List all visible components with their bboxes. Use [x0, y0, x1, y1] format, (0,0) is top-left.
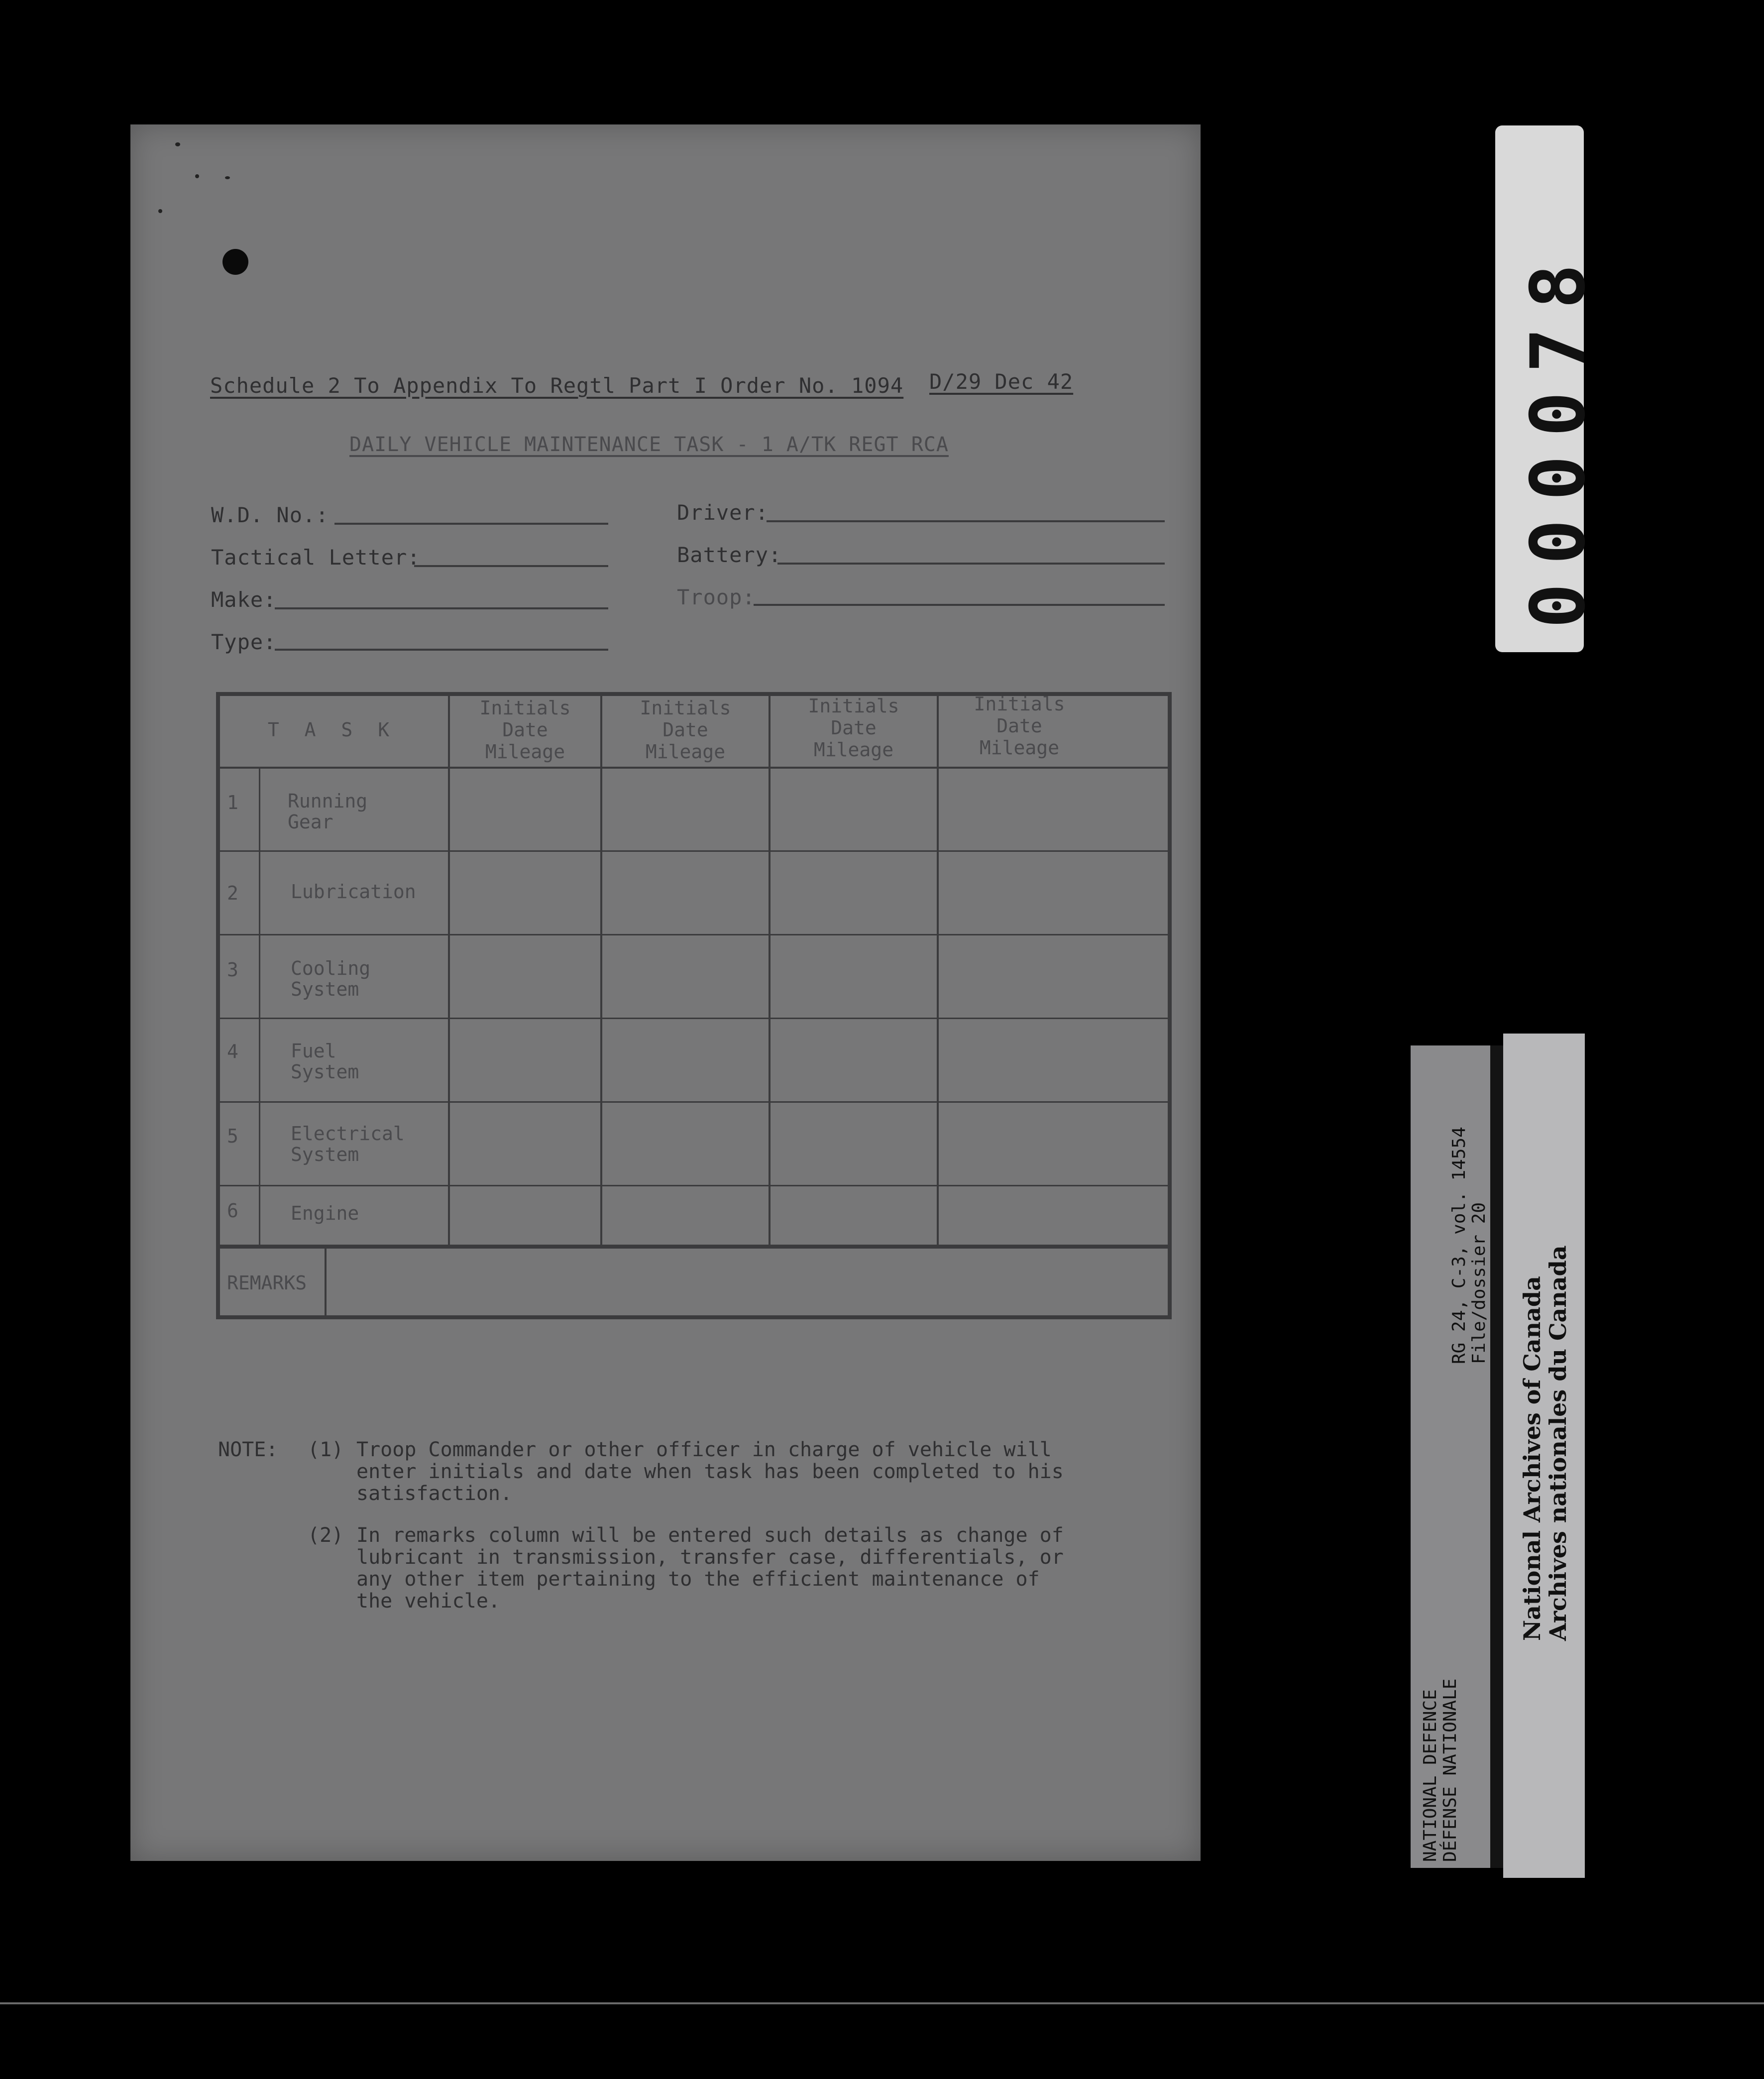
- schedule-header: Schedule 2 To Appendix To Regtl Part I Order No. 1094: [210, 373, 904, 398]
- field-make: Make:: [211, 587, 277, 612]
- field-tactical-letter-blank: [414, 565, 608, 567]
- frame-number-strip: [1495, 125, 1602, 652]
- table-border-right: [1168, 692, 1172, 1319]
- task-electrical-system: Electrical System: [291, 1123, 405, 1165]
- table-num-divider: [259, 767, 260, 1247]
- column-header-3: Initials Date Mileage: [808, 695, 899, 761]
- row-number: 3: [227, 959, 238, 981]
- speck: [175, 142, 180, 146]
- table-border-bottom: [216, 1315, 1172, 1319]
- table-col-divider: [937, 692, 939, 1247]
- column-header-2: Initials Date Mileage: [640, 697, 731, 763]
- label-separator: [1490, 1045, 1503, 1868]
- row-number: 1: [227, 792, 238, 813]
- task-lubrication: Lubrication: [291, 881, 416, 903]
- field-type-blank: [275, 649, 608, 651]
- document-date: D/29 Dec 42: [929, 369, 1074, 394]
- field-battery: Battery:: [677, 543, 782, 567]
- task-cooling-system: Cooling System: [291, 957, 371, 1000]
- table-row-rule: [216, 850, 1172, 852]
- field-driver: Driver:: [677, 500, 769, 525]
- note-1-marker: (1): [308, 1438, 344, 1461]
- field-troop-blank: [754, 604, 1165, 606]
- field-troop: Troop:: [677, 585, 756, 609]
- speck: [195, 174, 199, 178]
- reference-text: RG 24, C-3, vol. 14554 File/dossier 20: [1449, 1127, 1489, 1364]
- row-number: 5: [227, 1125, 238, 1147]
- table-col-divider: [600, 692, 602, 1247]
- table-remarks-rule: [216, 1245, 1172, 1249]
- archive-label-name: [1503, 1034, 1585, 1878]
- table-col-divider: [769, 692, 771, 1247]
- field-wd-no: W.D. No.:: [211, 503, 329, 527]
- field-make-blank: [275, 607, 608, 609]
- column-header-4: Initials Date Mileage: [974, 693, 1065, 759]
- task-header: T A S K: [267, 719, 397, 741]
- table-col-divider: [448, 692, 450, 1247]
- field-tactical-letter: Tactical Letter:: [211, 545, 421, 570]
- archive-label-reference: [1411, 1045, 1490, 1868]
- field-wd-no-blank: [334, 523, 608, 525]
- field-driver-blank: [767, 520, 1165, 522]
- task-engine: Engine: [291, 1202, 359, 1224]
- note-2-text: In remarks column will be entered such details as change of lubricant in transmission, transfer case, differentials, or any other item pertaining to the efficient maintenance of the vehicle.: [356, 1524, 1064, 1613]
- row-number: 4: [227, 1040, 238, 1062]
- maintenance-table: [216, 692, 1172, 1319]
- department-text: NATIONAL DEFENCE DÉFENSE NATIONALE: [1420, 1678, 1460, 1862]
- table-row-rule: [216, 1018, 1172, 1019]
- table-remarks-divider: [325, 1247, 327, 1319]
- row-number: 2: [227, 882, 238, 904]
- table-border-left: [216, 692, 220, 1319]
- frame-number: 000078: [1515, 245, 1602, 628]
- archive-name-text: National Archives of Canada Archives nationales du Canada: [1519, 1245, 1571, 1641]
- speck: [225, 176, 230, 179]
- field-battery-blank: [777, 563, 1165, 565]
- field-type: Type:: [211, 630, 277, 654]
- column-header-1: Initials Date Mileage: [479, 697, 571, 763]
- note-1-text: Troop Commander or other officer in charge of vehicle will enter initials and date when task has been completed to his satisfaction.: [356, 1438, 1064, 1505]
- punch-hole: [222, 249, 248, 275]
- table-header-rule: [216, 767, 1172, 769]
- film-edge-line: [0, 2002, 1764, 2004]
- note-label: NOTE:: [218, 1438, 278, 1461]
- table-row-rule: [216, 934, 1172, 935]
- remarks-label: REMARKS: [227, 1272, 307, 1294]
- row-number: 6: [227, 1200, 238, 1222]
- note-2-marker: (2): [308, 1524, 344, 1547]
- task-fuel-system: Fuel System: [291, 1040, 359, 1083]
- document-page: [130, 124, 1201, 1861]
- speck: [158, 209, 162, 213]
- task-running-gear: Running Gear: [288, 790, 368, 833]
- document-title: DAILY VEHICLE MAINTENANCE TASK - 1 A/TK REGT RCA: [349, 433, 949, 456]
- table-row-rule: [216, 1185, 1172, 1186]
- table-row-rule: [216, 1101, 1172, 1103]
